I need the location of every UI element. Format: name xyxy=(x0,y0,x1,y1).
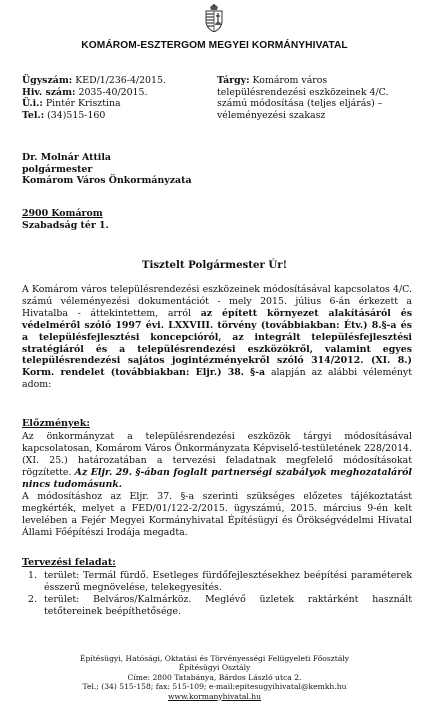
antecedents-paragraph xyxy=(22,431,412,491)
reference-number-value: 2035-40/2015. xyxy=(78,86,148,98)
recipient-address xyxy=(22,208,109,231)
phone-label: Tel.: xyxy=(22,109,45,121)
list-item xyxy=(22,594,412,618)
heading-antecedents: Előzmények: xyxy=(22,418,90,429)
list-item xyxy=(22,570,412,594)
reference-block xyxy=(22,75,212,121)
prior-notice-paragraph: A módosításhoz az Eljr. 37. §-a szerinti szükséges előzetes tájékoztatást megkérték, melyet a FED/01/122-2/2015. ügyszámú, 2015. március 9-én kelt levelében a Fejér Megyei Kormányhivatal Építésügyi és Örökségvédelmi Hivatal Állami Főépítészi Irodája megadta. xyxy=(22,491,412,538)
antecedents-text: Az önkormányzat a településrendezési eszközök tárgyi módosításával kapcsolatosan, Komárom Város Önkormányzata Képviselő-testületének 228/2014. (XI. 25.) határozatában a tervezési feladatnak megfelelő módosításokat rögzítette. xyxy=(22,431,412,478)
coat-of-arms-icon xyxy=(203,4,225,32)
list-item-text: terület: Belváros/Kalmárköz. Meglévő üzletek raktárként használt tetőtereinek beépíthetősége. xyxy=(44,593,412,617)
reference-number-row xyxy=(22,87,212,99)
heading-planning-task: Tervezési feladat: xyxy=(22,557,116,568)
case-number-value: KED/1/236-4/2015. xyxy=(75,75,166,86)
subject-label: Tárgy: xyxy=(217,75,250,86)
antecedents-emphasis: Az Eljr. 29. §-ában foglalt partnerségi szabályok meghozataláról nincs tudomásunk. xyxy=(22,466,412,490)
list-item-number: 2. xyxy=(28,593,37,605)
subject-block xyxy=(217,75,417,121)
footer-contact: Tel.; (34) 515-158; fax: 515-109; e-mail:epitesugyihivatal@kemkh.hu xyxy=(82,682,347,692)
recipient-org: Komárom Város Önkormányzata xyxy=(22,175,192,187)
intro-text-c: alapján az alábbi véleményt adom: xyxy=(22,367,412,391)
letter-footer xyxy=(0,654,429,701)
recipient-block xyxy=(22,152,192,187)
clerk-row xyxy=(22,98,212,110)
case-number-label: Ügyszám: xyxy=(22,75,73,86)
list-item-number: 1. xyxy=(28,570,37,581)
subject-value: Komárom város településrendezési eszközeinek 4/C. számú módosítása (teljes eljárás) – véleményezési szakasz xyxy=(217,75,389,121)
recipient-title: polgármester xyxy=(22,163,93,175)
reference-number-label: Hiv. szám: xyxy=(22,86,76,98)
footer-address: Címe: 2800 Tatabánya, Bárdos László utca 2. xyxy=(127,672,302,682)
planning-task-list xyxy=(22,570,412,618)
recipient-street: Szabadság tér 1. xyxy=(22,219,109,231)
organization-name: KOMÁROM-ESZTERGOM MEGYEI KORMÁNYHIVATAL xyxy=(81,40,348,51)
case-number-row xyxy=(22,75,212,87)
phone-row xyxy=(22,110,212,122)
footer-website-link[interactable]: www.kormanyhivatal.hu xyxy=(167,691,262,701)
intro-legal-reference: az épített környezet alakításáról és védelméről szóló 1997 évi. LXXVIII. törvény (továbbiakban: Étv.) 8.§-a és a településfejlesztési koncepcióról, az integrált településfejlesztési stratégiáról és a településrendezési eszközökről, valamint egyes településrendezési sajátos jogintézményekről szóló 314/2012. (XI. 8.) Korm. rendelet (továbbiakban: Eljr.) 38. §-a xyxy=(22,307,412,379)
salutation: Tisztelt Polgármester Úr! xyxy=(141,259,288,271)
list-item-text: terület: Termál fürdő. Esetleges fürdőfejlesztésekhez beépítési paraméterek ésszerű megnövelése, telekegyesítés. xyxy=(44,570,412,593)
footer-unit: Építésügyi Osztály xyxy=(178,663,251,673)
recipient-postcode-city: 2900 Komárom xyxy=(22,208,103,219)
clerk-value: Pintér Krisztina xyxy=(45,98,121,110)
recipient-name: Dr. Molnár Attila xyxy=(22,152,111,163)
clerk-label: Ü.i.: xyxy=(22,98,43,110)
phone-value: (34)515-160 xyxy=(47,109,106,121)
footer-department: Építésügyi, Hatósági, Oktatási és Törvényességi Felügyeleti Főosztály xyxy=(79,654,350,663)
intro-paragraph xyxy=(22,284,412,391)
intro-text-a: A Komárom város településrendezési eszközeinek módosításával kapcsolatos 4/C. számú véleményezési dokumentációt - mely 2015. július 6-án érkezett a Hivatalba - áttekintettem, arról xyxy=(22,284,412,319)
